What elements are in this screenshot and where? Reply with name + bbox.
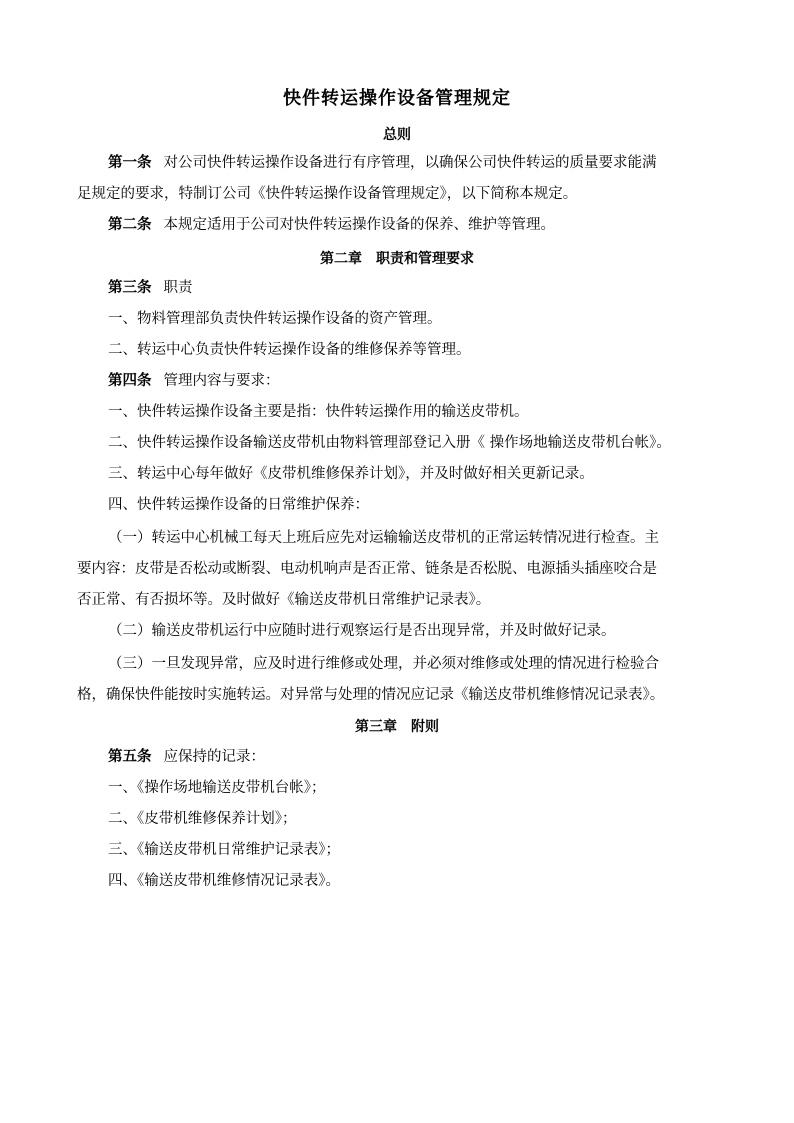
article-4-sub-3-line-2: 格，确保快件能按时实施转运。对异常与处理的情况应记录《输送皮带机维修情况记录表》。 [77,687,665,703]
article-4-item-3: 三、转运中心每年做好《皮带机维修保养计划》，并及时做好相关更新记录。 [108,466,594,482]
article-3 [108,278,193,298]
article-1-line-1 [108,153,657,173]
article-4-text: 管理内容与要求： [163,373,280,389]
article-5-item-2: 二、《皮带机维修保养计划》； [108,811,297,827]
article-4-sub-3-line-1: （三）一旦发现异常，应及时进行维修或处理，并必须对维修或处理的情况进行检验合 [108,656,659,672]
article-5-label: 第五条 [108,748,152,765]
article-3-item-2: 二、转运中心负责快件转运操作设备的维修保养等管理。 [108,342,471,358]
article-4-sub-1-line-1: （一）转运中心机械工每天上班后应先对运输输送皮带机的正常运转情况进行检查。主 [108,530,659,546]
article-1-line-2: 足规定的要求，特制订公司《快件转运操作设备管理规定》，以下简称本规定。 [77,186,578,202]
article-4-label: 第四条 [108,372,152,389]
article-5-item-4: 四、《输送皮带机维修情况记录表》。 [108,873,340,889]
document-title: 快件转运操作设备管理规定 [283,88,511,109]
article-4-sub-2: （二）输送皮带机运行中应随时进行观察运行是否出现异常，并及时做好记录。 [108,623,616,639]
chapter-2-heading: 第二章 职责和管理要求 [320,251,474,267]
article-1-label: 第一条 [108,154,152,171]
article-4-item-1: 一、快件转运操作设备主要是指：快件转运操作用的输送皮带机。 [108,404,529,420]
article-2 [108,215,555,235]
article-5-item-1: 一、《操作场地输送皮带机台帐》； [108,780,326,796]
chapter-3-heading: 第三章 附则 [355,719,439,735]
article-2-label: 第二条 [108,216,152,233]
chapter-1-heading: 总则 [383,127,411,143]
article-5-item-3: 三、《输送皮带机日常维护记录表》； [108,842,340,858]
article-5-text: 应保持的记录： [163,749,265,765]
article-3-text: 职责 [163,280,193,296]
article-2-text: 本规定适用于公司对快件转运操作设备的保养、维护等管理。 [163,217,555,233]
article-5 [108,747,265,767]
article-4 [108,371,280,391]
article-4-sub-1-line-2: 要内容：皮带是否松动或断裂、电动机响声是否正常、链条是否松脱、电源插头插座咬合是 [77,561,657,577]
article-1-text: 对公司快件转运操作设备进行有序管理，以确保公司快件转运的质量要求能满 [163,155,657,171]
article-4-item-2: 二、快件转运操作设备输送皮带机由物料管理部登记入册《 操作场地输送皮带机台帐》。 [108,435,671,451]
article-4-sub-1-line-3: 否正常、有否损坏等。及时做好《输送皮带机日常维护记录表》。 [77,592,491,608]
article-3-item-1: 一、物料管理部负责快件转运操作设备的资产管理。 [108,311,442,327]
article-3-label: 第三条 [108,279,152,296]
article-4-item-4: 四、快件转运操作设备的日常维护保养： [108,497,369,513]
